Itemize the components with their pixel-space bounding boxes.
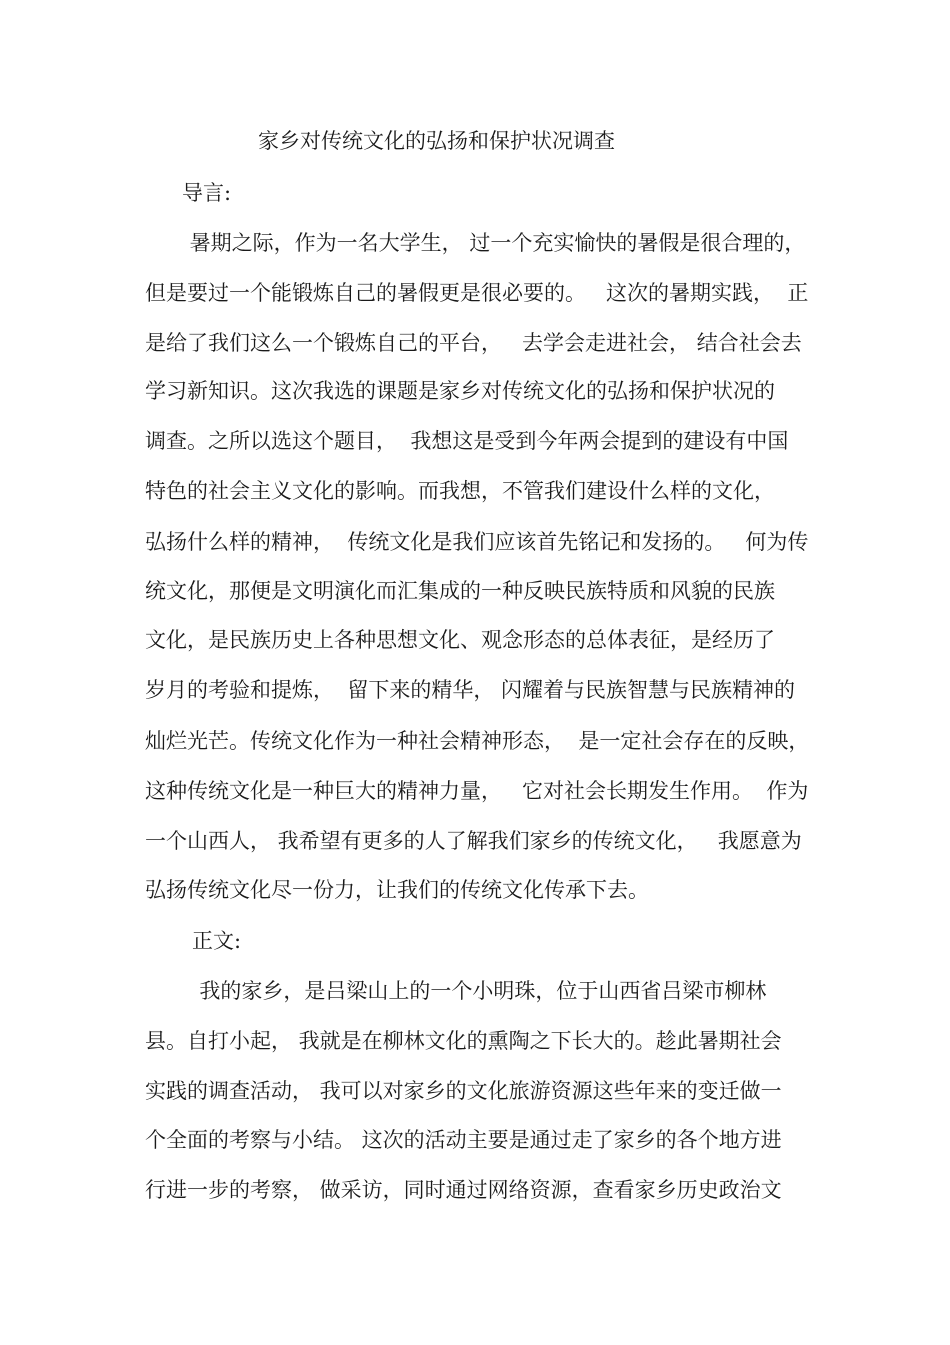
main-heading: 正文: xyxy=(192,929,242,953)
intro-paragraph-line: 但是要过一个能锻炼自己的暑假更是很必要的。 这次的暑期实践， 正 xyxy=(145,281,809,305)
intro-paragraph-line: 特色的社会主义文化的影响。而我想，不管我们建设什么样的文化， xyxy=(145,479,775,503)
intro-paragraph-line: 学习新知识。这次我选的课题是家乡对传统文化的弘扬和保护状况的 xyxy=(145,379,775,403)
intro-paragraph-line: 弘扬传统文化尽一份力，让我们的传统文化传承下去。 xyxy=(145,878,649,902)
main-paragraph-line: 实践的调查活动， 我可以对家乡的文化旅游资源这些年来的变迁做一 xyxy=(145,1079,782,1103)
intro-paragraph-line: 调查。之所以选这个题目， 我想这是受到今年两会提到的建设有中国 xyxy=(145,429,789,453)
intro-paragraph-line: 统文化，那便是文明演化而汇集成的一种反映民族特质和风貌的民族 xyxy=(145,579,775,603)
intro-paragraph-line: 文化，是民族历史上各种思想文化、观念形态的总体表征，是经历了 xyxy=(145,628,775,652)
intro-paragraph-line: 弘扬什么样的精神， 传统文化是我们应该首先铭记和发扬的。 何为传 xyxy=(145,530,809,554)
intro-heading: 导言: xyxy=(182,181,232,205)
document-title: 家乡对传统文化的弘扬和保护状况调查 xyxy=(258,129,615,153)
intro-paragraph-line: 暑期之际，作为一名大学生， 过一个充实愉快的暑假是很合理的， xyxy=(183,231,806,255)
main-paragraph-line: 县。自打小起， 我就是在柳林文化的熏陶之下长大的。趁此暑期社会 xyxy=(145,1029,782,1053)
intro-paragraph-line: 岁月的考验和提炼， 留下来的精华， 闪耀着与民族智慧与民族精神的 xyxy=(145,678,796,702)
intro-paragraph-line: 是给了我们这么一个锻炼自己的平台， 去学会走进社会， 结合社会去 xyxy=(145,331,802,355)
intro-paragraph-line: 这种传统文化是一种巨大的精神力量， 它对社会长期发生作用。 作为 xyxy=(145,779,809,803)
main-paragraph-line: 个全面的考察与小结。 这次的活动主要是通过走了家乡的各个地方进 xyxy=(145,1128,782,1152)
main-paragraph-line: 我的家乡，是吕梁山上的一个小明珠，位于山西省吕梁市柳林 xyxy=(186,979,767,1003)
intro-paragraph-line: 灿烂光芒。传统文化作为一种社会精神形态， 是一定社会存在的反映， xyxy=(145,729,810,753)
main-paragraph-line: 行进一步的考察， 做采访，同时通过网络资源，查看家乡历史政治文 xyxy=(145,1178,782,1202)
intro-paragraph-line: 一个山西人， 我希望有更多的人了解我们家乡的传统文化， 我愿意为 xyxy=(145,829,802,853)
